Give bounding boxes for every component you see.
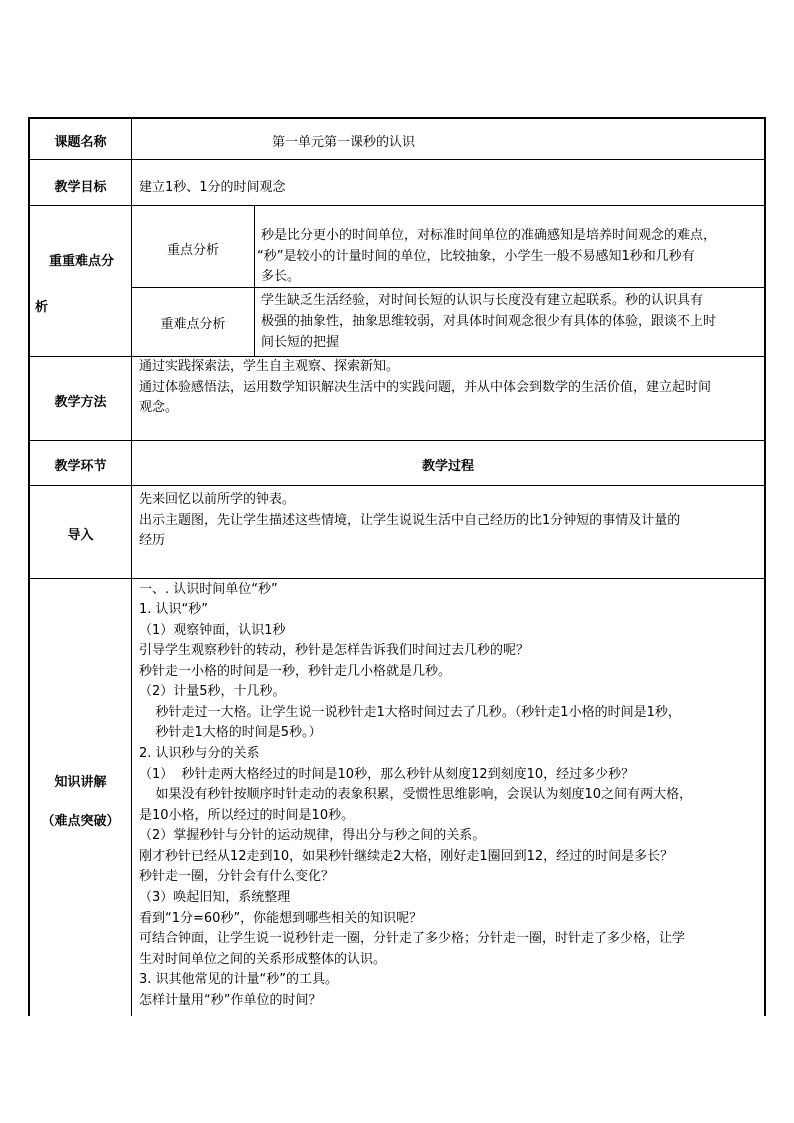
border-left bbox=[28, 117, 30, 1016]
knowledge-line: （2）计量5秒，十几秒。 bbox=[139, 684, 286, 699]
row-line-4 bbox=[28, 440, 766, 441]
row-line-5 bbox=[28, 485, 766, 486]
subcolumn-divider bbox=[254, 205, 255, 356]
subrow-line bbox=[131, 287, 766, 288]
knowledge-line: 秒针走一圈，分针会有什么变化？ bbox=[139, 869, 335, 884]
row-line-1 bbox=[28, 159, 766, 160]
row-line-2 bbox=[28, 205, 766, 206]
knowledge-line: 可结合钟面，让学生说一说秒针走一圈，分针走了多少格；分针走一圈，时针走了多少格，让学 bbox=[139, 931, 686, 946]
knowledge-line: 2. 认识秒与分的关系 bbox=[139, 746, 260, 761]
knowledge-line: 一、. 认识时间单位“秒” bbox=[139, 582, 278, 597]
knowledge-line: 刚才秒针已经从12走到10，如果秒针继续走2大格，刚好走1圈回到12，经过的时间是多长？ bbox=[139, 849, 674, 864]
knowledge-line: 3. 识其他常见的计量“秒”的工具。 bbox=[139, 972, 339, 987]
title-value: 第一单元第一课秒的认识 bbox=[272, 135, 416, 150]
method-line: 观念。 bbox=[139, 400, 179, 415]
knowledge-label-line2: （难点突破） bbox=[41, 814, 120, 829]
intro-line: 先来回忆以前所学的钟表。 bbox=[139, 492, 296, 507]
knowledge-line: （2）掌握秒针与分针的运动规律，得出分与秒之间的关系。 bbox=[139, 828, 486, 843]
knowledge-line: 如果没有秒针按顺序时针走动的表象积累，受惯性思维影响，会误认为刻度10之间有两大格， bbox=[139, 787, 693, 802]
knowledge-line: 是10小格，所以经过的时间是10秒。 bbox=[139, 808, 355, 823]
intro-line: 出示主题图，先让学生描述这些情境，让学生说说生活中自己经历的比1分钟短的事情及计量的 bbox=[139, 513, 681, 528]
goal-label: 教学目标 bbox=[54, 180, 107, 195]
title-label: 课题名称 bbox=[54, 135, 107, 150]
row-line-6 bbox=[28, 578, 766, 579]
knowledge-line: （1） 秒针走两大格经过的时间是10秒，那么秒针从刻度12到刻度10，经过多少秒？ bbox=[139, 767, 635, 782]
difficult-analysis-line: 学生缺乏生活经验，对时间长短的认识与长度没有建立起联系。秒的认识具有 bbox=[261, 293, 704, 308]
knowledge-line: 秒针走过一大格。让学生说一说秒针走1大格时间过去了几秒。（秒针走1小格的时间是1秒， bbox=[139, 705, 681, 720]
border-top bbox=[28, 117, 766, 119]
stage-header-label: 教学环节 bbox=[54, 459, 107, 474]
knowledge-line: 秒针走1大格的时间是5秒。） bbox=[139, 725, 322, 740]
intro-line: 经历 bbox=[139, 533, 166, 548]
knowledge-line: 看到“1分=60秒”，你能想到哪些相关的知识呢？ bbox=[139, 911, 423, 926]
method-line: 通过实践探索法，学生自主观察、探索新知。 bbox=[139, 359, 400, 374]
knowledge-line: 引导学生观察秒针的转动，秒针是怎样告诉我们时间过去几秒的呢？ bbox=[139, 643, 530, 658]
key-analysis-line: “秒”是较小的计量时间的单位，比较抽象，小学生一般不易感知1秒和几秒有 bbox=[257, 249, 695, 264]
goal-value: 建立1秒、1分的时间观念 bbox=[139, 180, 286, 195]
knowledge-line: （3）唤起旧知，系统整理 bbox=[139, 890, 291, 905]
knowledge-line: 1. 认识“秒” bbox=[139, 602, 209, 617]
method-line: 通过体验感悟法，运用数学知识解决生活中的实践问题，并从中体会到数学的生活价值，建立起时间 bbox=[139, 380, 712, 395]
key-analysis-line: 秒是比分更小的时间单位，对标准时间单位的准确感知是培养时间观念的难点， bbox=[261, 228, 717, 243]
difficult-analysis-line: 间长短的把握 bbox=[261, 335, 340, 350]
key-analysis-line: 多长。 bbox=[261, 269, 301, 284]
intro-label: 导入 bbox=[67, 528, 94, 543]
difficult-analysis-label: 重难点分析 bbox=[160, 317, 226, 332]
knowledge-line: （1）观察钟面，认识1秒 bbox=[139, 623, 286, 638]
knowledge-line: 秒针走一小格的时间是一秒，秒针走几小格就是几秒。 bbox=[139, 664, 452, 679]
key-points-label-line1: 重重难点分 bbox=[49, 254, 115, 269]
knowledge-line: 怎样计量用“秒”作单位的时间？ bbox=[139, 993, 322, 1008]
key-analysis-label: 重点分析 bbox=[166, 243, 219, 258]
knowledge-line: 生对时间单位之间的关系形成整体的认识。 bbox=[139, 952, 387, 967]
process-header-label: 教学过程 bbox=[421, 459, 474, 474]
knowledge-label-line1: 知识讲解 bbox=[54, 775, 107, 790]
border-right bbox=[764, 117, 766, 1016]
key-points-label-line2: 析 bbox=[35, 300, 49, 315]
method-label: 教学方法 bbox=[54, 395, 107, 410]
difficult-analysis-line: 极强的抽象性，抽象思维较弱，对具体时间观念很少有具体的体验，跟谈不上时 bbox=[261, 314, 717, 329]
